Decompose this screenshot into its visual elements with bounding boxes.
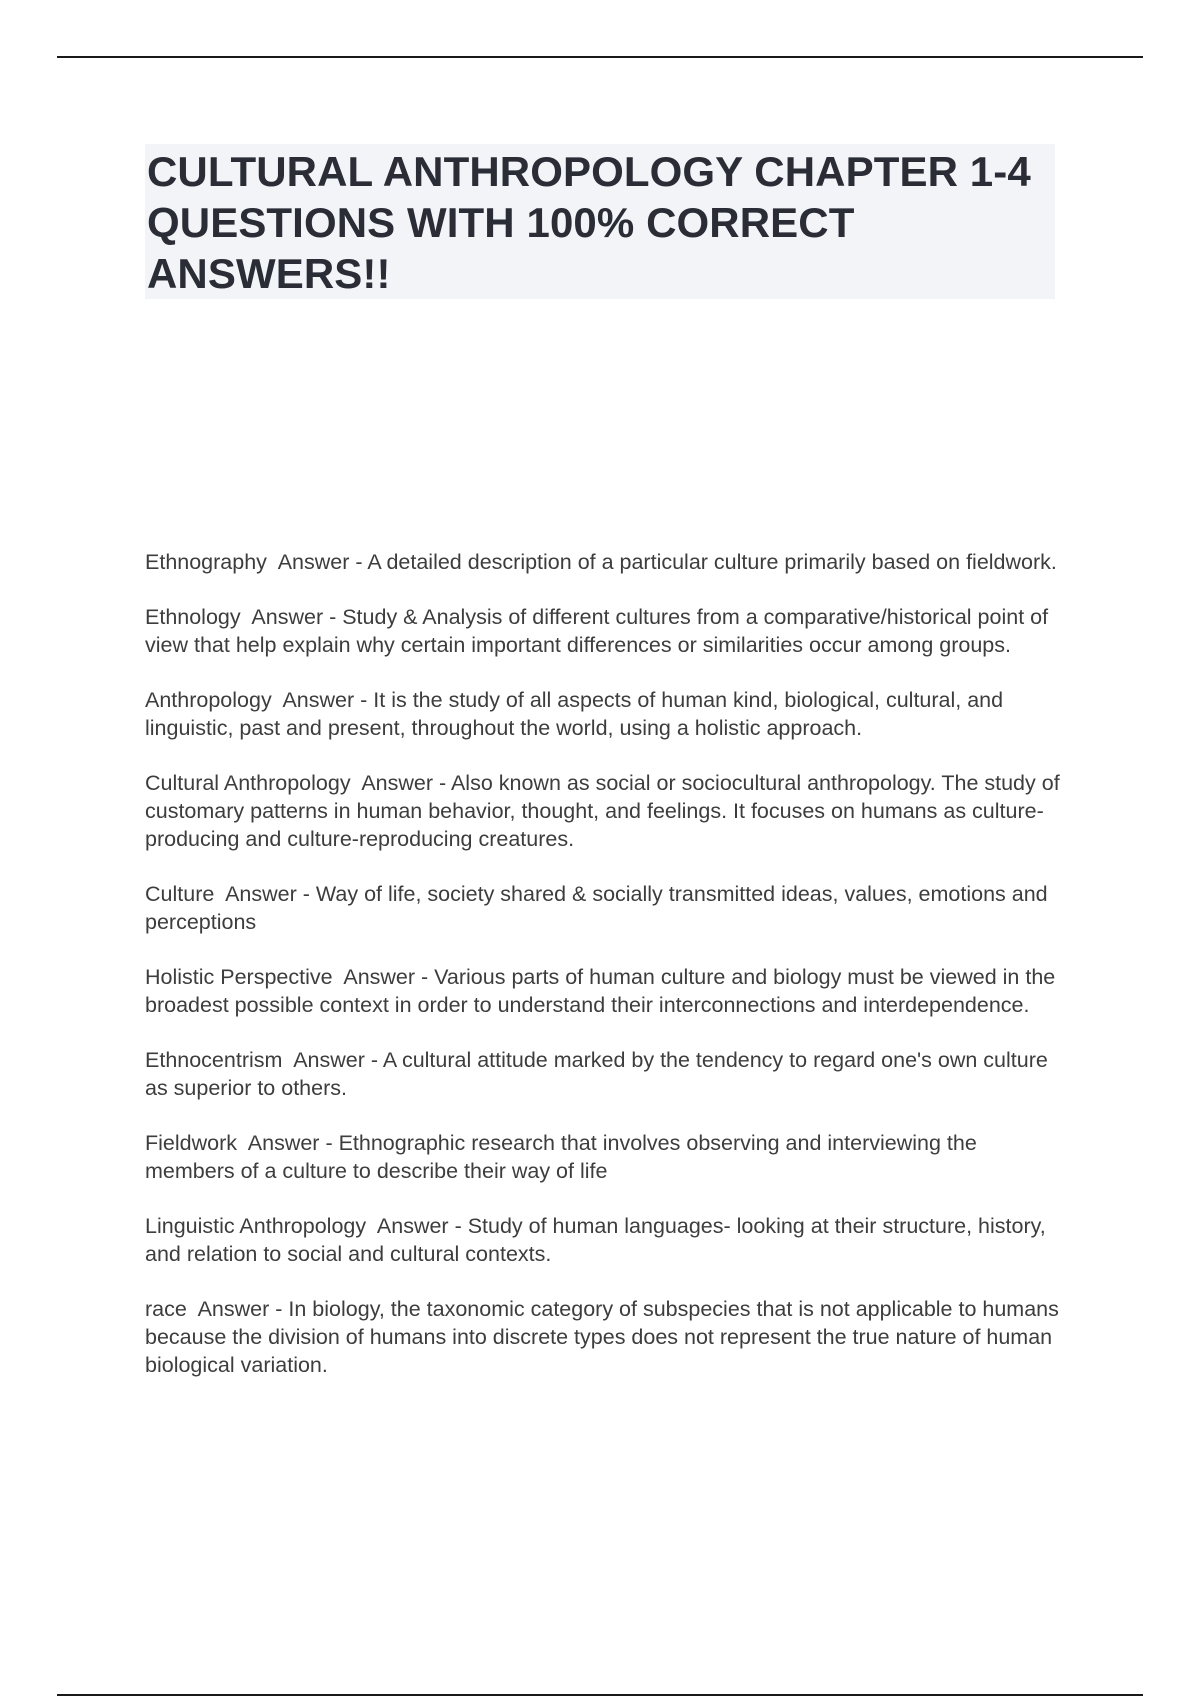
list-item bbox=[145, 1212, 1060, 1268]
qa-answer: Study of human languages- looking at their structure, history, and relation to social and cultural contexts. bbox=[145, 1214, 1052, 1266]
answer-label: Answer bbox=[282, 688, 355, 712]
qa-answer: Way of life, society shared & socially transmitted ideas, values, emotions and perceptions bbox=[145, 882, 1054, 934]
qa-term: Fieldwork bbox=[145, 1131, 237, 1155]
answer-separator: - bbox=[319, 1131, 339, 1155]
list-item bbox=[145, 963, 1060, 1019]
list-item bbox=[145, 880, 1060, 936]
answer-label: Answer bbox=[376, 1214, 449, 1238]
qa-list bbox=[145, 548, 1066, 1406]
qa-term: race bbox=[145, 1297, 187, 1321]
list-item bbox=[145, 1046, 1060, 1102]
answer-label: Answer bbox=[343, 965, 416, 989]
qa-answer: Ethnographic research that involves observing and interviewing the members of a culture to describe their way of life bbox=[145, 1131, 983, 1183]
qa-answer: Various parts of human culture and biology must be viewed in the broadest possible context in order to understand their interconnections and interdependence. bbox=[145, 965, 1062, 1017]
answer-label: Answer bbox=[225, 882, 297, 906]
title-block bbox=[145, 144, 1055, 299]
qa-term: Ethnocentrism bbox=[145, 1048, 283, 1072]
answer-separator: - bbox=[269, 1297, 289, 1321]
qa-answer: It is the study of all aspects of human kind, biological, cultural, and linguistic, past and present, throughout the world, using a holistic approach. bbox=[145, 688, 1010, 740]
answer-separator: - bbox=[364, 1048, 383, 1072]
list-item bbox=[145, 1129, 1060, 1185]
qa-term: Culture bbox=[145, 882, 215, 906]
document-title: CULTURAL ANTHROPOLOGY CHAPTER 1-4 QUESTIONS WITH 100% CORRECT ANSWERS!! bbox=[147, 148, 1031, 297]
answer-label: Answer bbox=[361, 771, 434, 795]
qa-answer: Also known as social or sociocultural anthropology. The study of customary patterns in human behavior, thought, and feelings. It focuses on humans as culture-producing and culture-reproducing creatures. bbox=[145, 771, 1066, 851]
qa-term: Holistic Perspective bbox=[145, 965, 333, 989]
answer-label: Answer bbox=[197, 1297, 270, 1321]
qa-term: Ethnology bbox=[145, 605, 241, 629]
top-rule bbox=[57, 56, 1143, 58]
answer-label: Answer bbox=[293, 1048, 365, 1072]
list-item bbox=[145, 686, 1060, 742]
qa-answer: In biology, the taxonomic category of subspecies that is not applicable to humans because the division of humans into discrete types does not represent the true nature of human biological variation. bbox=[145, 1297, 1065, 1377]
answer-label: Answer bbox=[251, 605, 324, 629]
list-item bbox=[145, 603, 1060, 659]
answer-separator: - bbox=[349, 550, 368, 574]
answer-separator: - bbox=[354, 688, 374, 712]
qa-term: Linguistic Anthropology bbox=[145, 1214, 367, 1238]
qa-answer: A cultural attitude marked by the tendency to regard one's own culture as superior to others. bbox=[145, 1048, 1054, 1100]
answer-separator: - bbox=[448, 1214, 468, 1238]
list-item bbox=[145, 548, 1060, 576]
list-item bbox=[145, 769, 1066, 853]
qa-term: Ethnography bbox=[145, 550, 267, 574]
qa-term: Cultural Anthropology bbox=[145, 771, 351, 795]
qa-answer: Study & Analysis of different cultures from a comparative/historical point of view that help explain why certain important differences or similarities occur among groups. bbox=[145, 605, 1055, 657]
answer-separator: - bbox=[323, 605, 343, 629]
answer-label: Answer bbox=[277, 550, 350, 574]
answer-label: Answer bbox=[247, 1131, 320, 1155]
qa-term: Anthropology bbox=[145, 688, 272, 712]
qa-answer: A detailed description of a particular culture primarily based on fieldwork. bbox=[367, 550, 1057, 574]
answer-separator: - bbox=[415, 965, 435, 989]
bottom-rule bbox=[57, 1694, 1143, 1696]
answer-separator: - bbox=[433, 771, 451, 795]
answer-separator: - bbox=[296, 882, 316, 906]
list-item bbox=[145, 1295, 1065, 1379]
